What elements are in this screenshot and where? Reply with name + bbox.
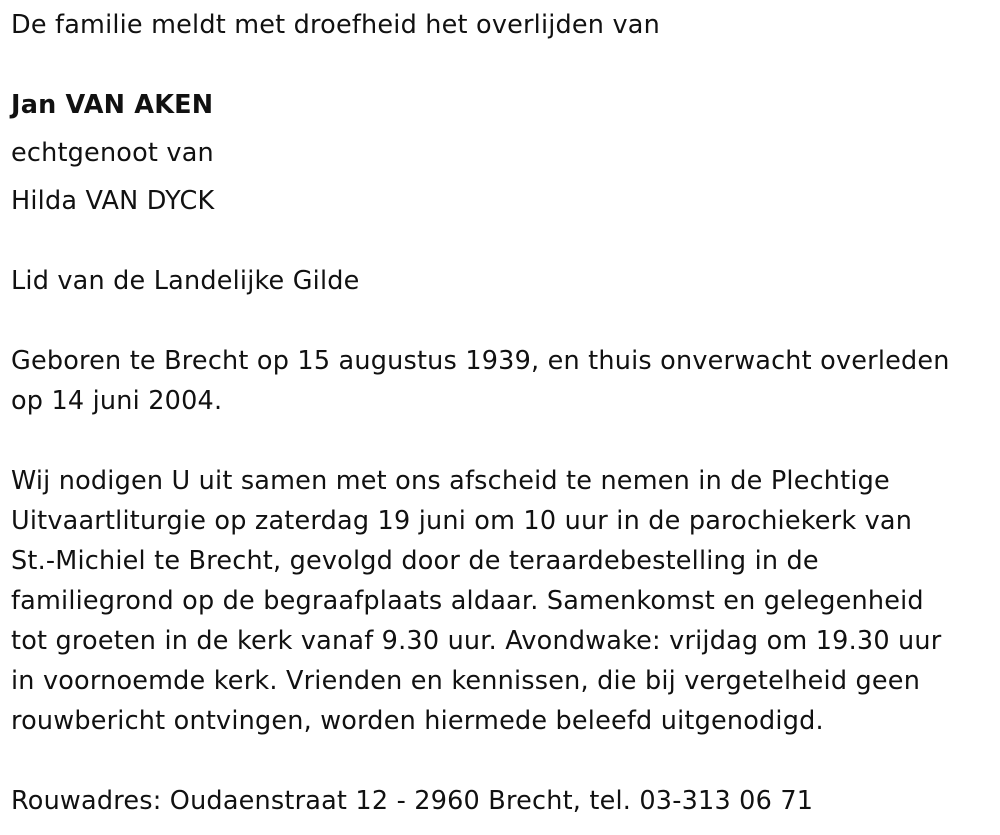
- mourning-address: Rouwadres: Oudaenstraat 12 - 2960 Brecht, tel. 03-313 06 71: [11, 786, 814, 816]
- invitation-line: tot groeten in de kerk vanaf 9.30 uur. Avondwake: vrijdag om 19.30 uur: [11, 626, 942, 656]
- birth-death-paragraph: [11, 341, 950, 421]
- deceased-name: Jan VAN AKEN: [11, 90, 214, 120]
- relation-text: echtgenoot van: [11, 138, 214, 168]
- spouse-name: Hilda VAN DYCK: [11, 186, 215, 216]
- invitation-line: familiegrond op de begraafplaats aldaar. Samenkomst en gelegenheid: [11, 586, 924, 616]
- membership-text: Lid van de Landelijke Gilde: [11, 266, 360, 296]
- invitation-line: Uitvaartliturgie op zaterdag 19 juni om 10 uur in de parochiekerk van: [11, 506, 913, 536]
- invitation-line: in voornoemde kerk. Vrienden en kennissen, die bij vergetelheid geen: [11, 666, 921, 696]
- invitation-line: Wij nodigen U uit samen met ons afscheid te nemen in de Plechtige: [11, 466, 890, 496]
- invitation-line: rouwbericht ontvingen, worden hiermede beleefd uitgenodigd.: [11, 706, 824, 736]
- birth-death-line: Geboren te Brecht op 15 augustus 1939, en thuis onverwacht overleden: [11, 346, 950, 376]
- intro-text: De familie meldt met droefheid het overlijden van: [11, 10, 660, 40]
- invitation-line: St.-Michiel te Brecht, gevolgd door de teraardebestelling in de: [11, 546, 819, 576]
- invitation-paragraph: [11, 461, 941, 741]
- birth-death-line: op 14 juni 2004.: [11, 386, 223, 416]
